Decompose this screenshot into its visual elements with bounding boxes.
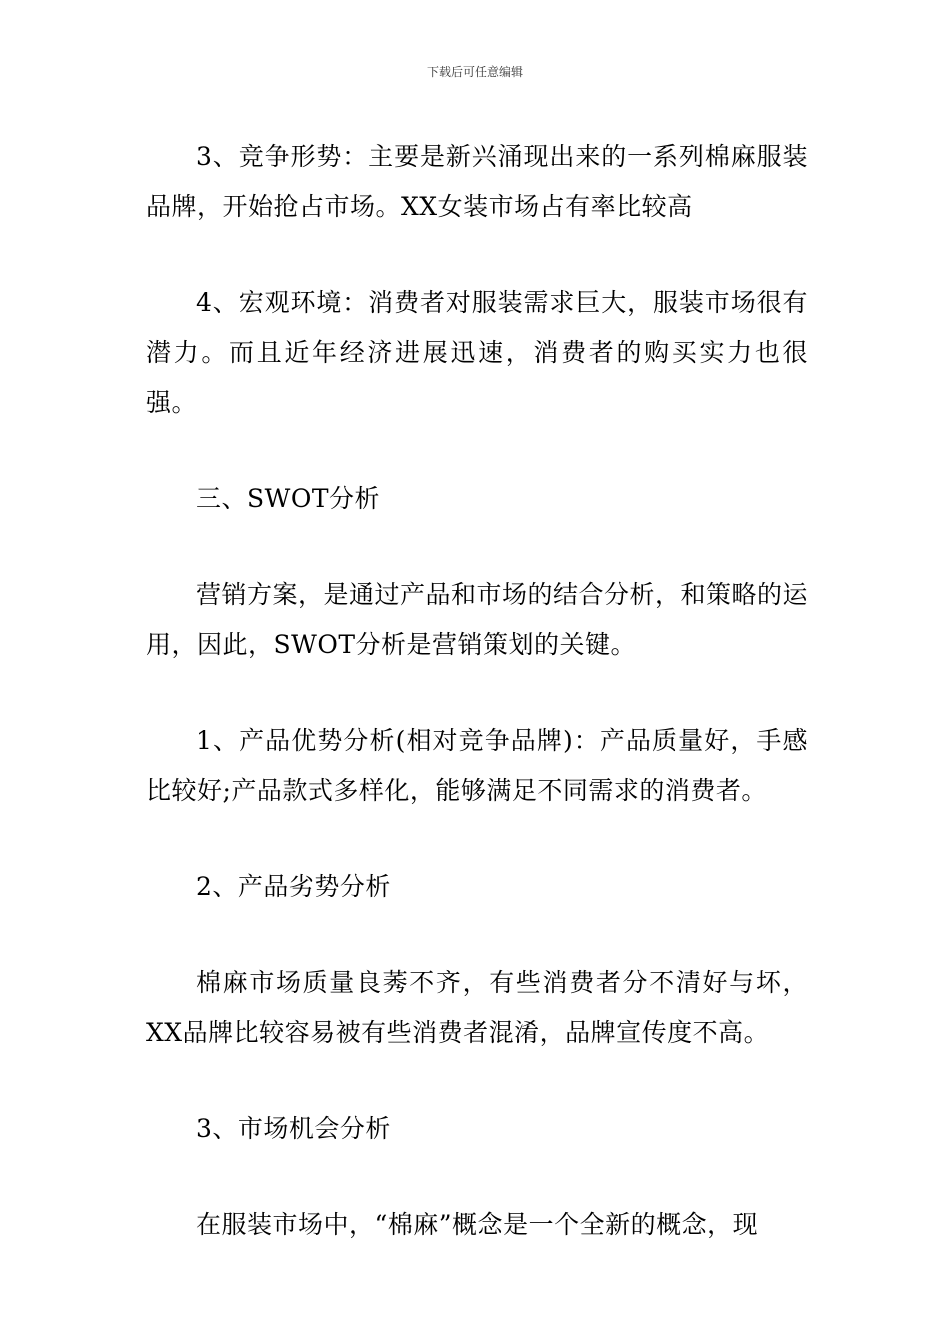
paragraph-weaknesses: 棉麻市场质量良莠不齐，有些消费者分不清好与坏，XX品牌比较容易被有些消费者混淆，品牌宣传度不高。	[146, 968, 808, 1047]
subheading-weaknesses: 2、产品劣势分析	[196, 872, 391, 901]
subheading-opportunities: 3、市场机会分析	[196, 1114, 391, 1143]
paragraph-opportunities: 在服装市场中，“棉麻”概念是一个全新的概念，现	[196, 1210, 759, 1239]
paragraph-macro-environment: 4、宏观环境：消费者对服装需求巨大，服装市场很有潜力。而且近年经济进展迅速，消费者的购买实力也很强。	[146, 288, 808, 417]
page-header: 下载后可任意编辑	[426, 65, 523, 79]
paragraph-swot-intro: 营销方案，是通过产品和市场的结合分析，和策略的运用，因此，SWOT分析是营销策划的关键。	[146, 580, 809, 659]
section-heading-swot: 三、SWOT分析	[196, 484, 380, 513]
paragraph-strengths: 1、产品优势分析(相对竞争品牌)：产品质量好，手感比较好;产品款式多样化，能够满足不同需求的消费者。	[146, 726, 808, 805]
paragraph-competition: 3、竞争形势：主要是新兴涌现出来的一系列棉麻服装品牌，开始抢占市场。XX女装市场占有率比较高	[146, 142, 808, 221]
document-body	[146, 132, 808, 1296]
